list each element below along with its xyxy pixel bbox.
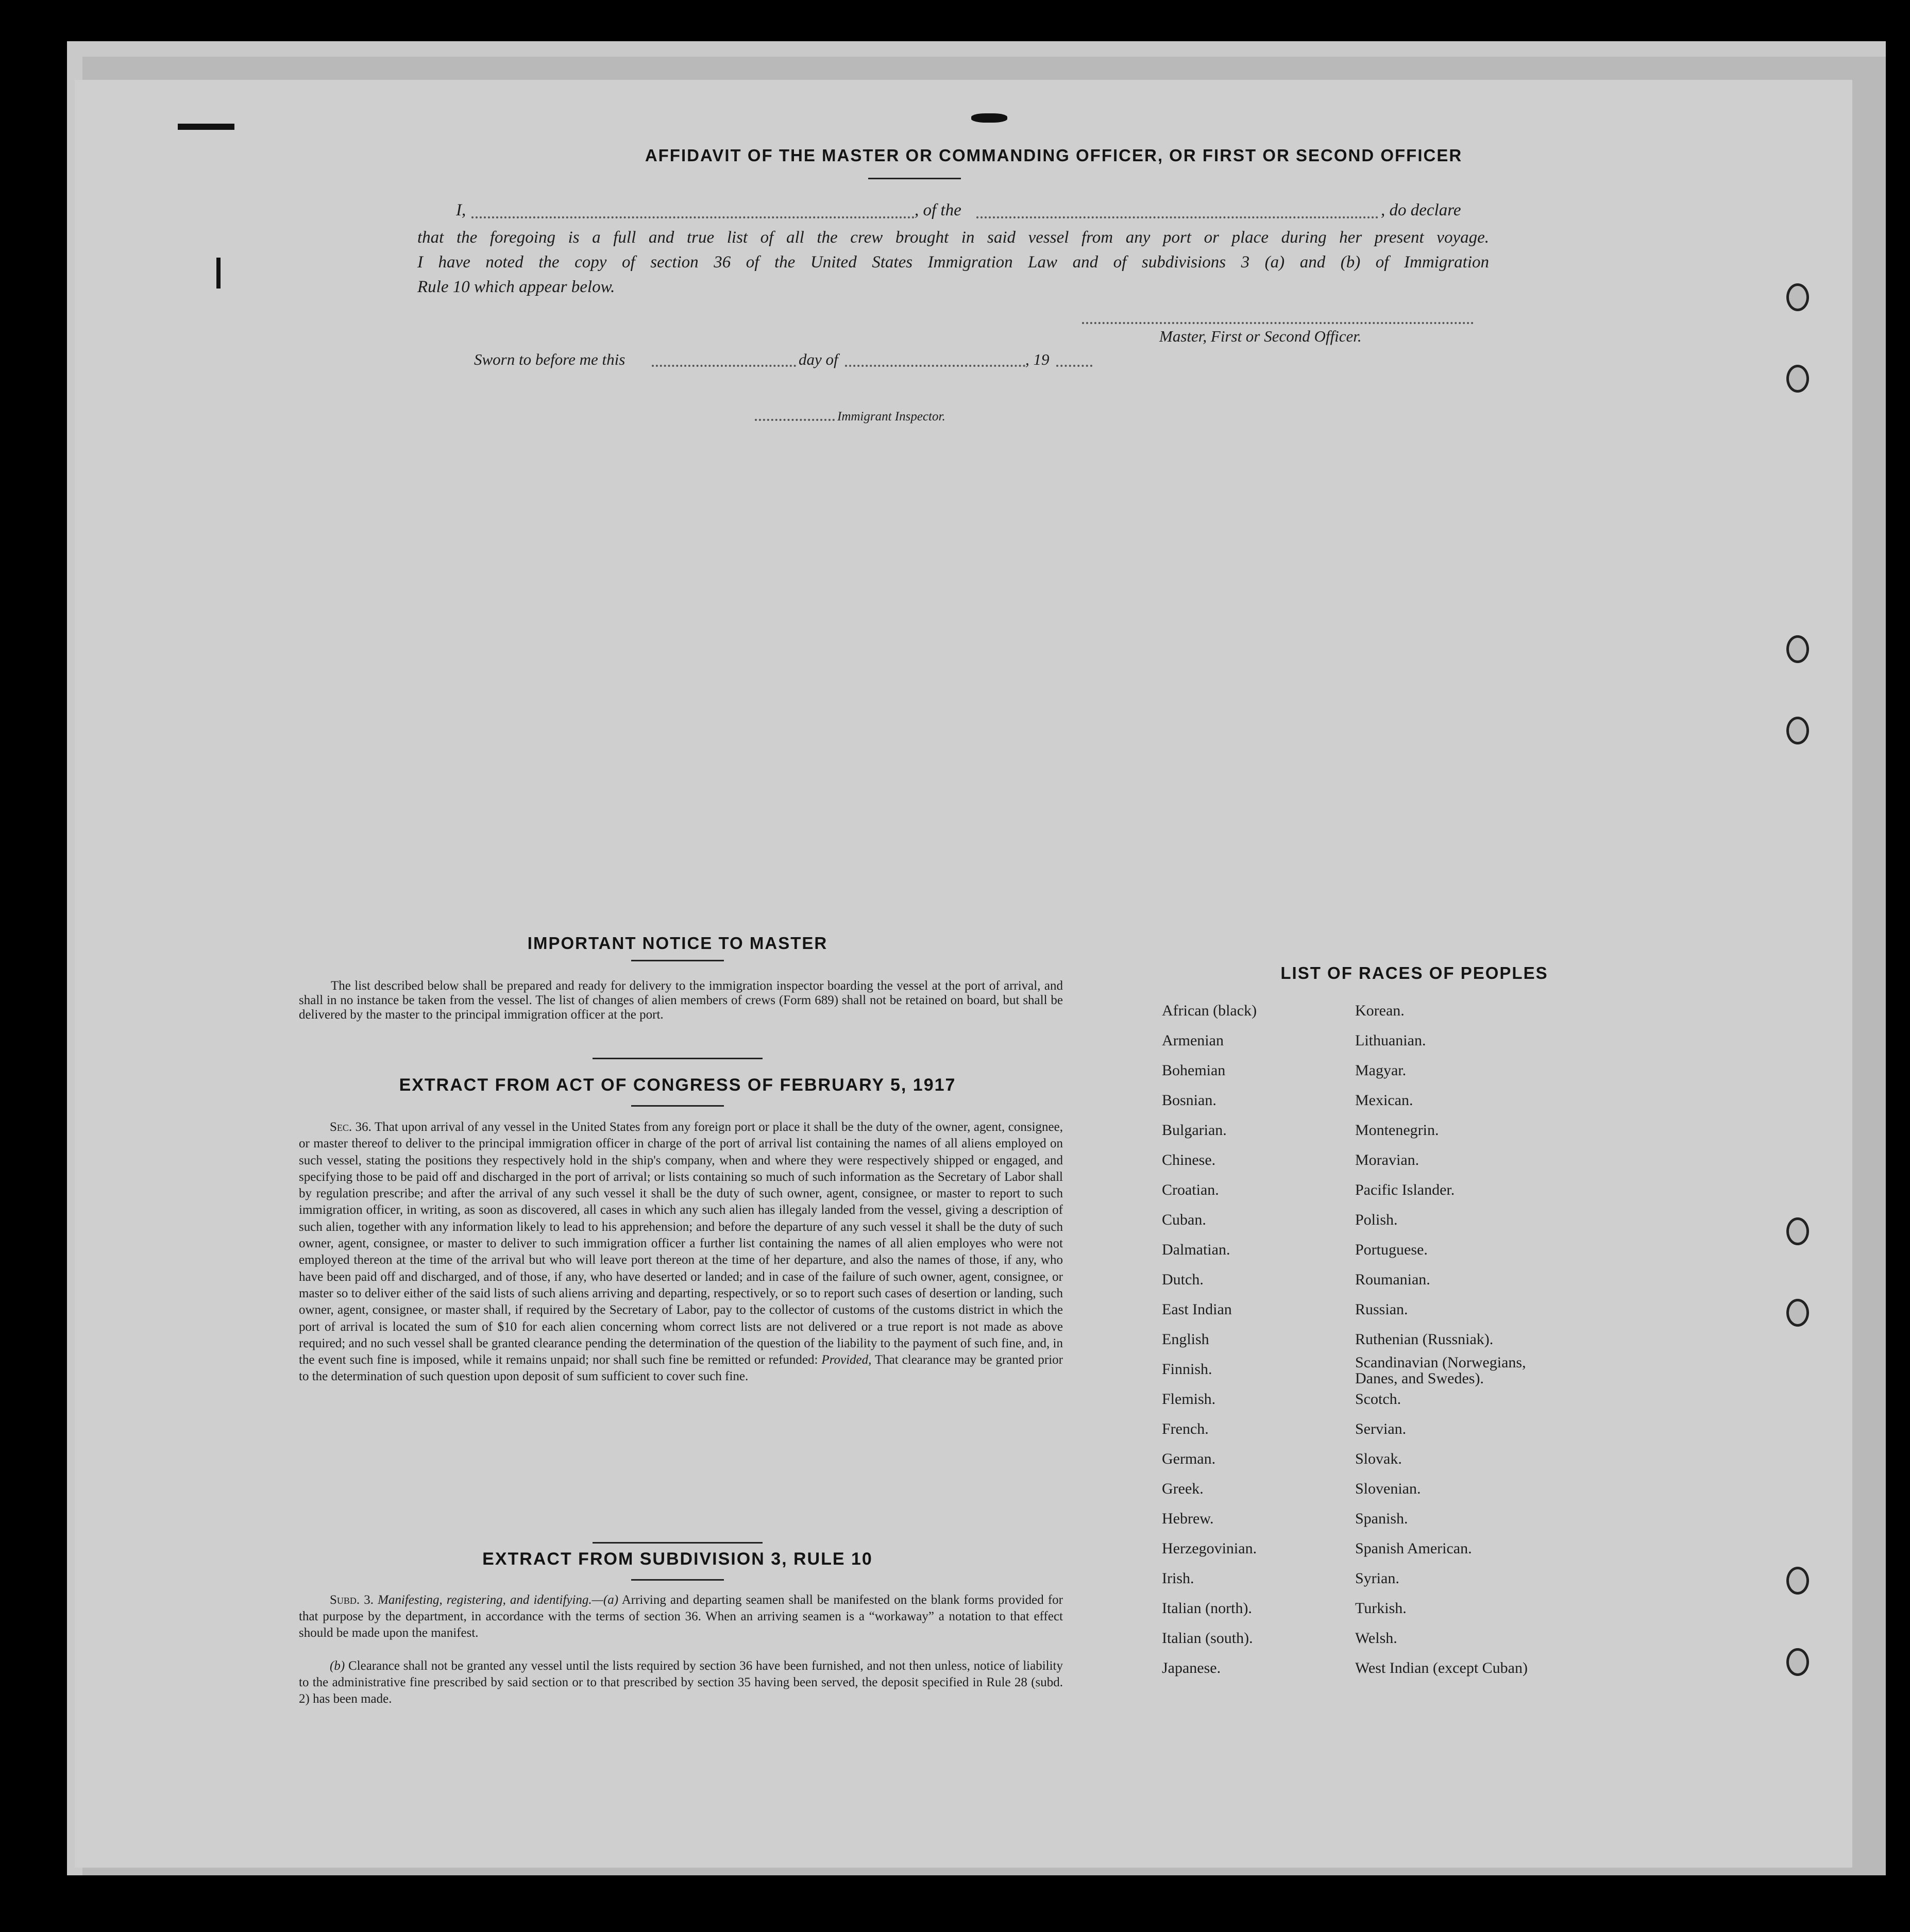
- act-title-divider: [631, 1105, 724, 1107]
- rule10-para-b-text: Clearance shall not be granted any vessel until the lists required by section 36 have been furnished, and not then unless, notice of liability to the administrative fine prescribed by said section or to that prescribed by section 35 having been served, the deposit specified in Rule 28 (subd. 2) has been made.: [299, 1659, 1063, 1706]
- punch-hole: [1786, 1299, 1809, 1327]
- act-section-text: That upon arrival of any vessel in the United States from any foreign port or place it shall be the duty of the owner, agent, consignee, or master thereof to deliver to the principal immigration officer in charge of the port of arrival list containing the names of all aliens employed on such vessel, stating the positions they respectively hold in the ship's company, when and where they were respectively shipped or engaged, and specifying those to be paid off and discharged in the port of arrival; or lists containing so much of such information as the Secretary of Labor shall by regulation prescribe; and after the arrival of any such vessel it shall be the duty of such owner, agent, consignee, or master to report to such immigration officer, in writing, as soon as discovered, all cases in which any such alien has illegaly landed from the vessel, giving a description of such alien, together with any information likely to lead to his apprehension; and before the departure of any such vessel it shall be the duty of such owner, agent, consignee, or master to deliver to such immigration officer a further list containing the names of all alien employes who were not employed thereon at the time of the arrival but who will leave port thereon at the time of her departure, and also the names of those, if any, who have been paid off and discharged, and of those, if any, who have deserted or landed; and in case of the failure of such owner, agent, consignee, or master so to deliver either of the said lists of such aliens arriving and departing, respectively, or so to report such cases of desertion or landing, such owner, agent, consignee, or master shall, if required by the Secretary of Labor, pay to the collector of customs of the customs district in which the port of arrival is located the sum of $10 for each alien concerning whom correct lists are not delivered or a true report is not made as above required; and no such vessel shall be granted clearance pending the determination of the question of the liability to the payment of such fine, and, in the event such fine is imposed, while it remains unpaid; nor shall such fine be remitted or refunded:: [299, 1120, 1063, 1367]
- officer-signature-label: Master, First or Second Officer.: [1159, 327, 1362, 345]
- race-item: Polish.: [1355, 1211, 1398, 1228]
- punch-hole: [1786, 365, 1809, 393]
- notice-divider: [631, 960, 724, 961]
- punch-hole: [1786, 1567, 1809, 1595]
- race-item: Italian (south).: [1162, 1630, 1253, 1647]
- race-item: Russian.: [1355, 1301, 1408, 1318]
- affidavit-line-3: I have noted the copy of section 36 of the United States Immigration Law and of subdivisions 3 (a) and (b) of Immigration: [417, 253, 1489, 272]
- punch-hole: [1786, 283, 1809, 311]
- race-item: African (black): [1162, 1002, 1257, 1019]
- races-left-column: [1162, 996, 1358, 1683]
- sworn-label: Sworn to before me this: [474, 350, 626, 368]
- race-item: Slovak.: [1355, 1450, 1402, 1467]
- rule10-para-b-label: (b): [330, 1659, 345, 1673]
- vessel-blank[interactable]: [976, 216, 1378, 218]
- race-item: Mexican.: [1355, 1092, 1413, 1109]
- i-label: I,: [456, 201, 466, 219]
- race-item: Japanese.: [1162, 1659, 1221, 1676]
- race-item: Cuban.: [1162, 1211, 1206, 1228]
- race-item: Syrian.: [1355, 1570, 1399, 1587]
- race-item: Bulgarian.: [1162, 1122, 1227, 1139]
- do-declare-label: , do declare: [1381, 201, 1461, 219]
- race-item: German.: [1162, 1450, 1216, 1467]
- section-divider: [593, 1058, 763, 1059]
- race-item: Scandinavian (Norwegians, Danes, and Swedes).: [1355, 1354, 1526, 1387]
- race-item: Pacific Islander.: [1355, 1181, 1455, 1198]
- race-item: Roumanian.: [1355, 1271, 1430, 1288]
- race-item: Spanish.: [1355, 1510, 1408, 1527]
- race-item: Korean.: [1355, 1002, 1405, 1019]
- race-item: Bohemian: [1162, 1062, 1226, 1079]
- races-title: LIST OF RACES OF PEOPLES: [1280, 963, 1548, 982]
- scan-mark: [971, 113, 1007, 123]
- race-item: Chinese.: [1162, 1151, 1216, 1168]
- punch-hole: [1786, 717, 1809, 744]
- act-section-text-end: That clearance may be granted prior to the determination of such question upon deposit of sum sufficient to cover such fine.: [299, 1353, 1063, 1384]
- race-item: Ruthenian (Russniak).: [1355, 1331, 1494, 1348]
- race-item: Portuguese.: [1355, 1241, 1428, 1258]
- scan-mark: [216, 258, 221, 289]
- race-item: Lithuanian.: [1355, 1032, 1426, 1049]
- document-page: [75, 80, 1852, 1868]
- rule10-para-a-text: Arriving and departing seamen shall be manifested on the blank forms provided for that purpose by the department, in accordance with the terms of section 36. When an arriving seamen is a “workaway” a notation to that effect should be made upon the manifest.: [299, 1593, 1063, 1640]
- race-item: Turkish.: [1355, 1600, 1407, 1617]
- day-blank[interactable]: [652, 365, 796, 367]
- rule10-title: EXTRACT FROM SUBDIVISION 3, RULE 10: [482, 1549, 873, 1569]
- race-item: Magyar.: [1355, 1062, 1407, 1079]
- officer-signature-blank[interactable]: [1082, 322, 1474, 324]
- of-the-label: , of the: [915, 201, 961, 219]
- section-divider: [593, 1542, 763, 1544]
- act-title: EXTRACT FROM ACT OF CONGRESS OF FEBRUARY 5, 1917: [399, 1075, 956, 1095]
- affidavit-title: AFFIDAVIT OF THE MASTER OR COMMANDING OFFICER, OR FIRST OR SECOND OFFICER: [645, 146, 1463, 165]
- punch-hole: [1786, 635, 1809, 663]
- race-item: Welsh.: [1355, 1630, 1397, 1647]
- punch-hole: [1786, 1217, 1809, 1245]
- race-item: West Indian (except Cuban): [1355, 1659, 1528, 1676]
- rule10-subd-heading: Manifesting, registering, and identifying.—(a): [378, 1593, 619, 1607]
- race-item: French.: [1162, 1420, 1209, 1437]
- race-item: Finnish.: [1162, 1361, 1212, 1378]
- affidavit-line-4: Rule 10 which appear below.: [417, 278, 615, 296]
- race-item: Dalmatian.: [1162, 1241, 1230, 1258]
- races-right-column: [1355, 996, 1644, 1683]
- rule10-para-b: [299, 1658, 1063, 1707]
- race-item: Scotch.: [1355, 1391, 1401, 1408]
- race-item: Greek.: [1162, 1480, 1204, 1497]
- race-item: Moravian.: [1355, 1151, 1419, 1168]
- sworn-line: [474, 350, 1195, 376]
- race-item: Slovenian.: [1355, 1480, 1421, 1497]
- title-divider: [868, 178, 961, 179]
- rule10-subd-label: Subd. 3.: [330, 1593, 374, 1607]
- race-item: Flemish.: [1162, 1391, 1216, 1408]
- scan-mark: [178, 124, 234, 130]
- year-label: , 19: [1025, 350, 1050, 368]
- day-of-label: day of: [799, 350, 838, 368]
- notice-title: IMPORTANT NOTICE TO MASTER: [527, 934, 828, 953]
- race-item: Croatian.: [1162, 1181, 1219, 1198]
- affidavit-line-1: [456, 201, 1486, 227]
- race-item: Irish.: [1162, 1570, 1194, 1587]
- race-item: Montenegrin.: [1355, 1122, 1439, 1139]
- race-item: Dutch.: [1162, 1271, 1204, 1288]
- act-section-label: Sec. 36.: [330, 1120, 371, 1134]
- race-item: English: [1162, 1331, 1209, 1348]
- rule10-title-divider: [631, 1579, 724, 1581]
- affidavit-line-2: that the foregoing is a full and true list of all the crew brought in said vessel from any port or place during her present voyage.: [417, 228, 1489, 247]
- month-blank[interactable]: [845, 365, 1025, 367]
- race-item: Herzegovinian.: [1162, 1540, 1257, 1557]
- race-item: Servian.: [1355, 1420, 1407, 1437]
- inspector-signature-blank[interactable]: [755, 419, 835, 421]
- year-blank[interactable]: [1056, 365, 1092, 367]
- race-item: Hebrew.: [1162, 1510, 1214, 1527]
- inspector-label: Immigrant Inspector.: [837, 410, 945, 423]
- notice-body: The list described below shall be prepared and ready for delivery to the immigration inspector boarding the vessel at the port of arrival, and shall in no instance be taken from the vessel. The list of changes of alien members of crews (Form 689) shall not be retained on board, but shall be delivered by the master to the principal immigration officer at the port.: [299, 979, 1063, 1022]
- race-item: Armenian: [1162, 1032, 1224, 1049]
- race-item: Spanish American.: [1355, 1540, 1472, 1557]
- race-item: East Indian: [1162, 1301, 1232, 1318]
- rule10-para-a: [299, 1592, 1063, 1641]
- race-item: Italian (north).: [1162, 1600, 1252, 1617]
- act-body: [299, 1119, 1063, 1385]
- act-provided-label: Provided,: [821, 1353, 872, 1367]
- punch-hole: [1786, 1648, 1809, 1676]
- name-blank[interactable]: [471, 216, 915, 218]
- race-item: Bosnian.: [1162, 1092, 1216, 1109]
